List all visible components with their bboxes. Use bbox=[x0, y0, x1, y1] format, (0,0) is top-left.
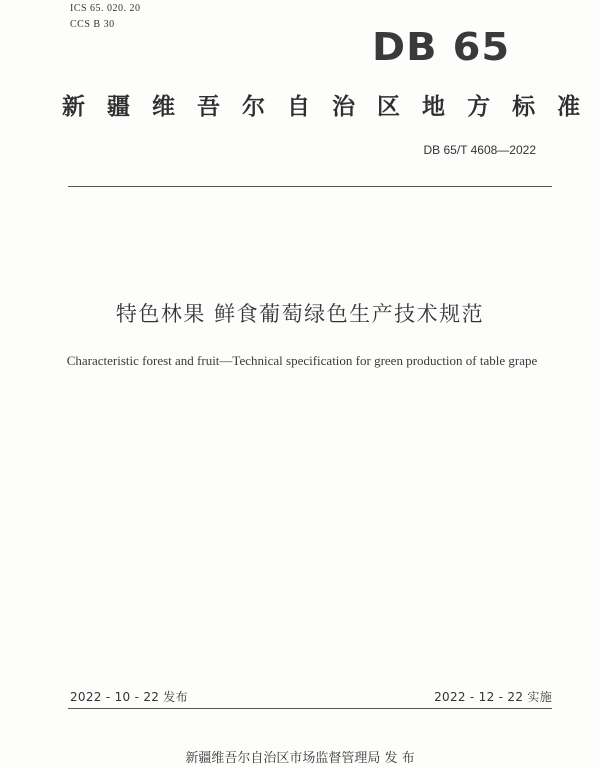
ics-code: ICS 65. 020. 20 bbox=[70, 3, 141, 14]
top-divider bbox=[68, 186, 552, 187]
issue-date: 2022 - 10 - 22 发布 bbox=[70, 690, 188, 704]
publisher-line: 新疆维吾尔自治区市场监督管理局 发 布 bbox=[185, 751, 415, 766]
ccs-code: CCS B 30 bbox=[70, 19, 115, 30]
bottom-divider bbox=[68, 708, 552, 709]
standard-type-heading: 新 疆 维 吾 尔 自 治 区 地 方 标 准 bbox=[62, 94, 588, 120]
db65-logo: DB 65 bbox=[372, 25, 511, 69]
english-title: Characteristic forest and fruit—Technical specification for green production of table grape bbox=[66, 353, 538, 368]
standard-number: DB 65/T 4608—2022 bbox=[423, 143, 536, 157]
implementation-date: 2022 - 12 - 22 实施 bbox=[434, 690, 552, 704]
chinese-title: 特色林果 鲜食葡萄绿色生产技术规范 bbox=[115, 302, 485, 326]
